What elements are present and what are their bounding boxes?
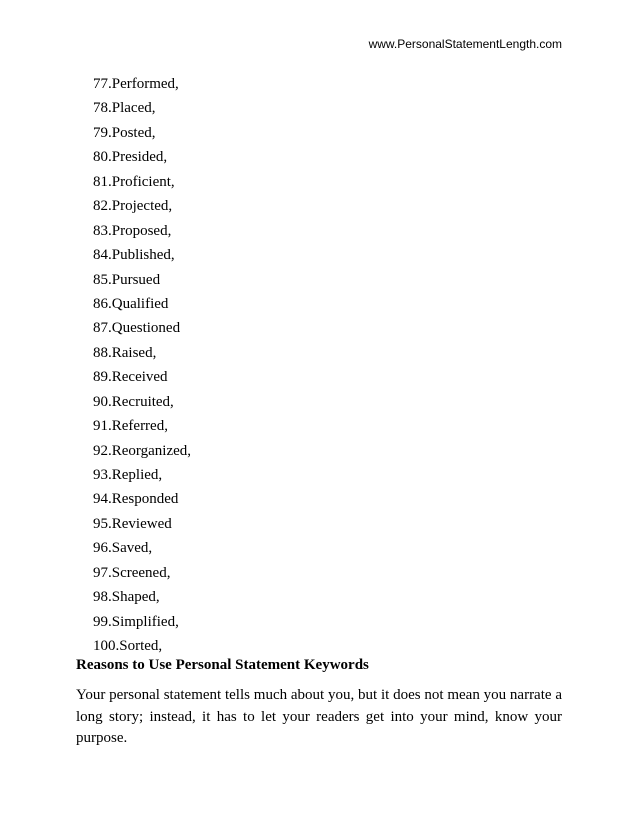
keyword-list [93,72,191,659]
body-paragraph: Your personal statement tells much about you, but it does not mean you narrate a long story; instead, it has to let your readers get into your mind, know your purpose. [76,687,562,746]
list-item: 81.Proficient, [93,173,175,190]
list-item: 88.Raised, [93,344,157,361]
list-item: 95.Reviewed [93,515,172,532]
section-heading: Reasons to Use Personal Statement Keywords [76,657,369,673]
list-item: 79.Posted, [93,124,156,141]
list-item: 77.Performed, [93,76,179,92]
list-item: 85.Pursued [93,271,161,288]
list-item: 87.Questioned [93,320,181,337]
list-item: 89.Received [93,369,168,386]
list-item: 99.Simplified, [93,613,179,630]
list-item: 80.Presided, [93,149,168,166]
list-item: 84.Published, [93,247,175,264]
list-item: 96.Saved, [93,540,153,557]
list-item: 90.Recruited, [93,393,174,410]
list-item: 92.Reorganized, [93,442,192,459]
list-item: 100.Sorted, [93,638,163,655]
list-item: 97.Screened, [93,564,171,581]
site-url-link[interactable]: www.PersonalStatementLength.com [368,37,562,51]
list-item: 94.Responded [93,491,179,508]
list-item: 86.Qualified [93,295,169,312]
list-item: 82.Projected, [93,198,173,215]
list-item: 93.Replied, [93,467,163,483]
list-item: 83.Proposed, [93,222,172,239]
list-item: 78.Placed, [93,100,156,117]
list-item: 98.Shaped, [93,589,160,606]
list-item: 91.Referred, [93,418,168,435]
